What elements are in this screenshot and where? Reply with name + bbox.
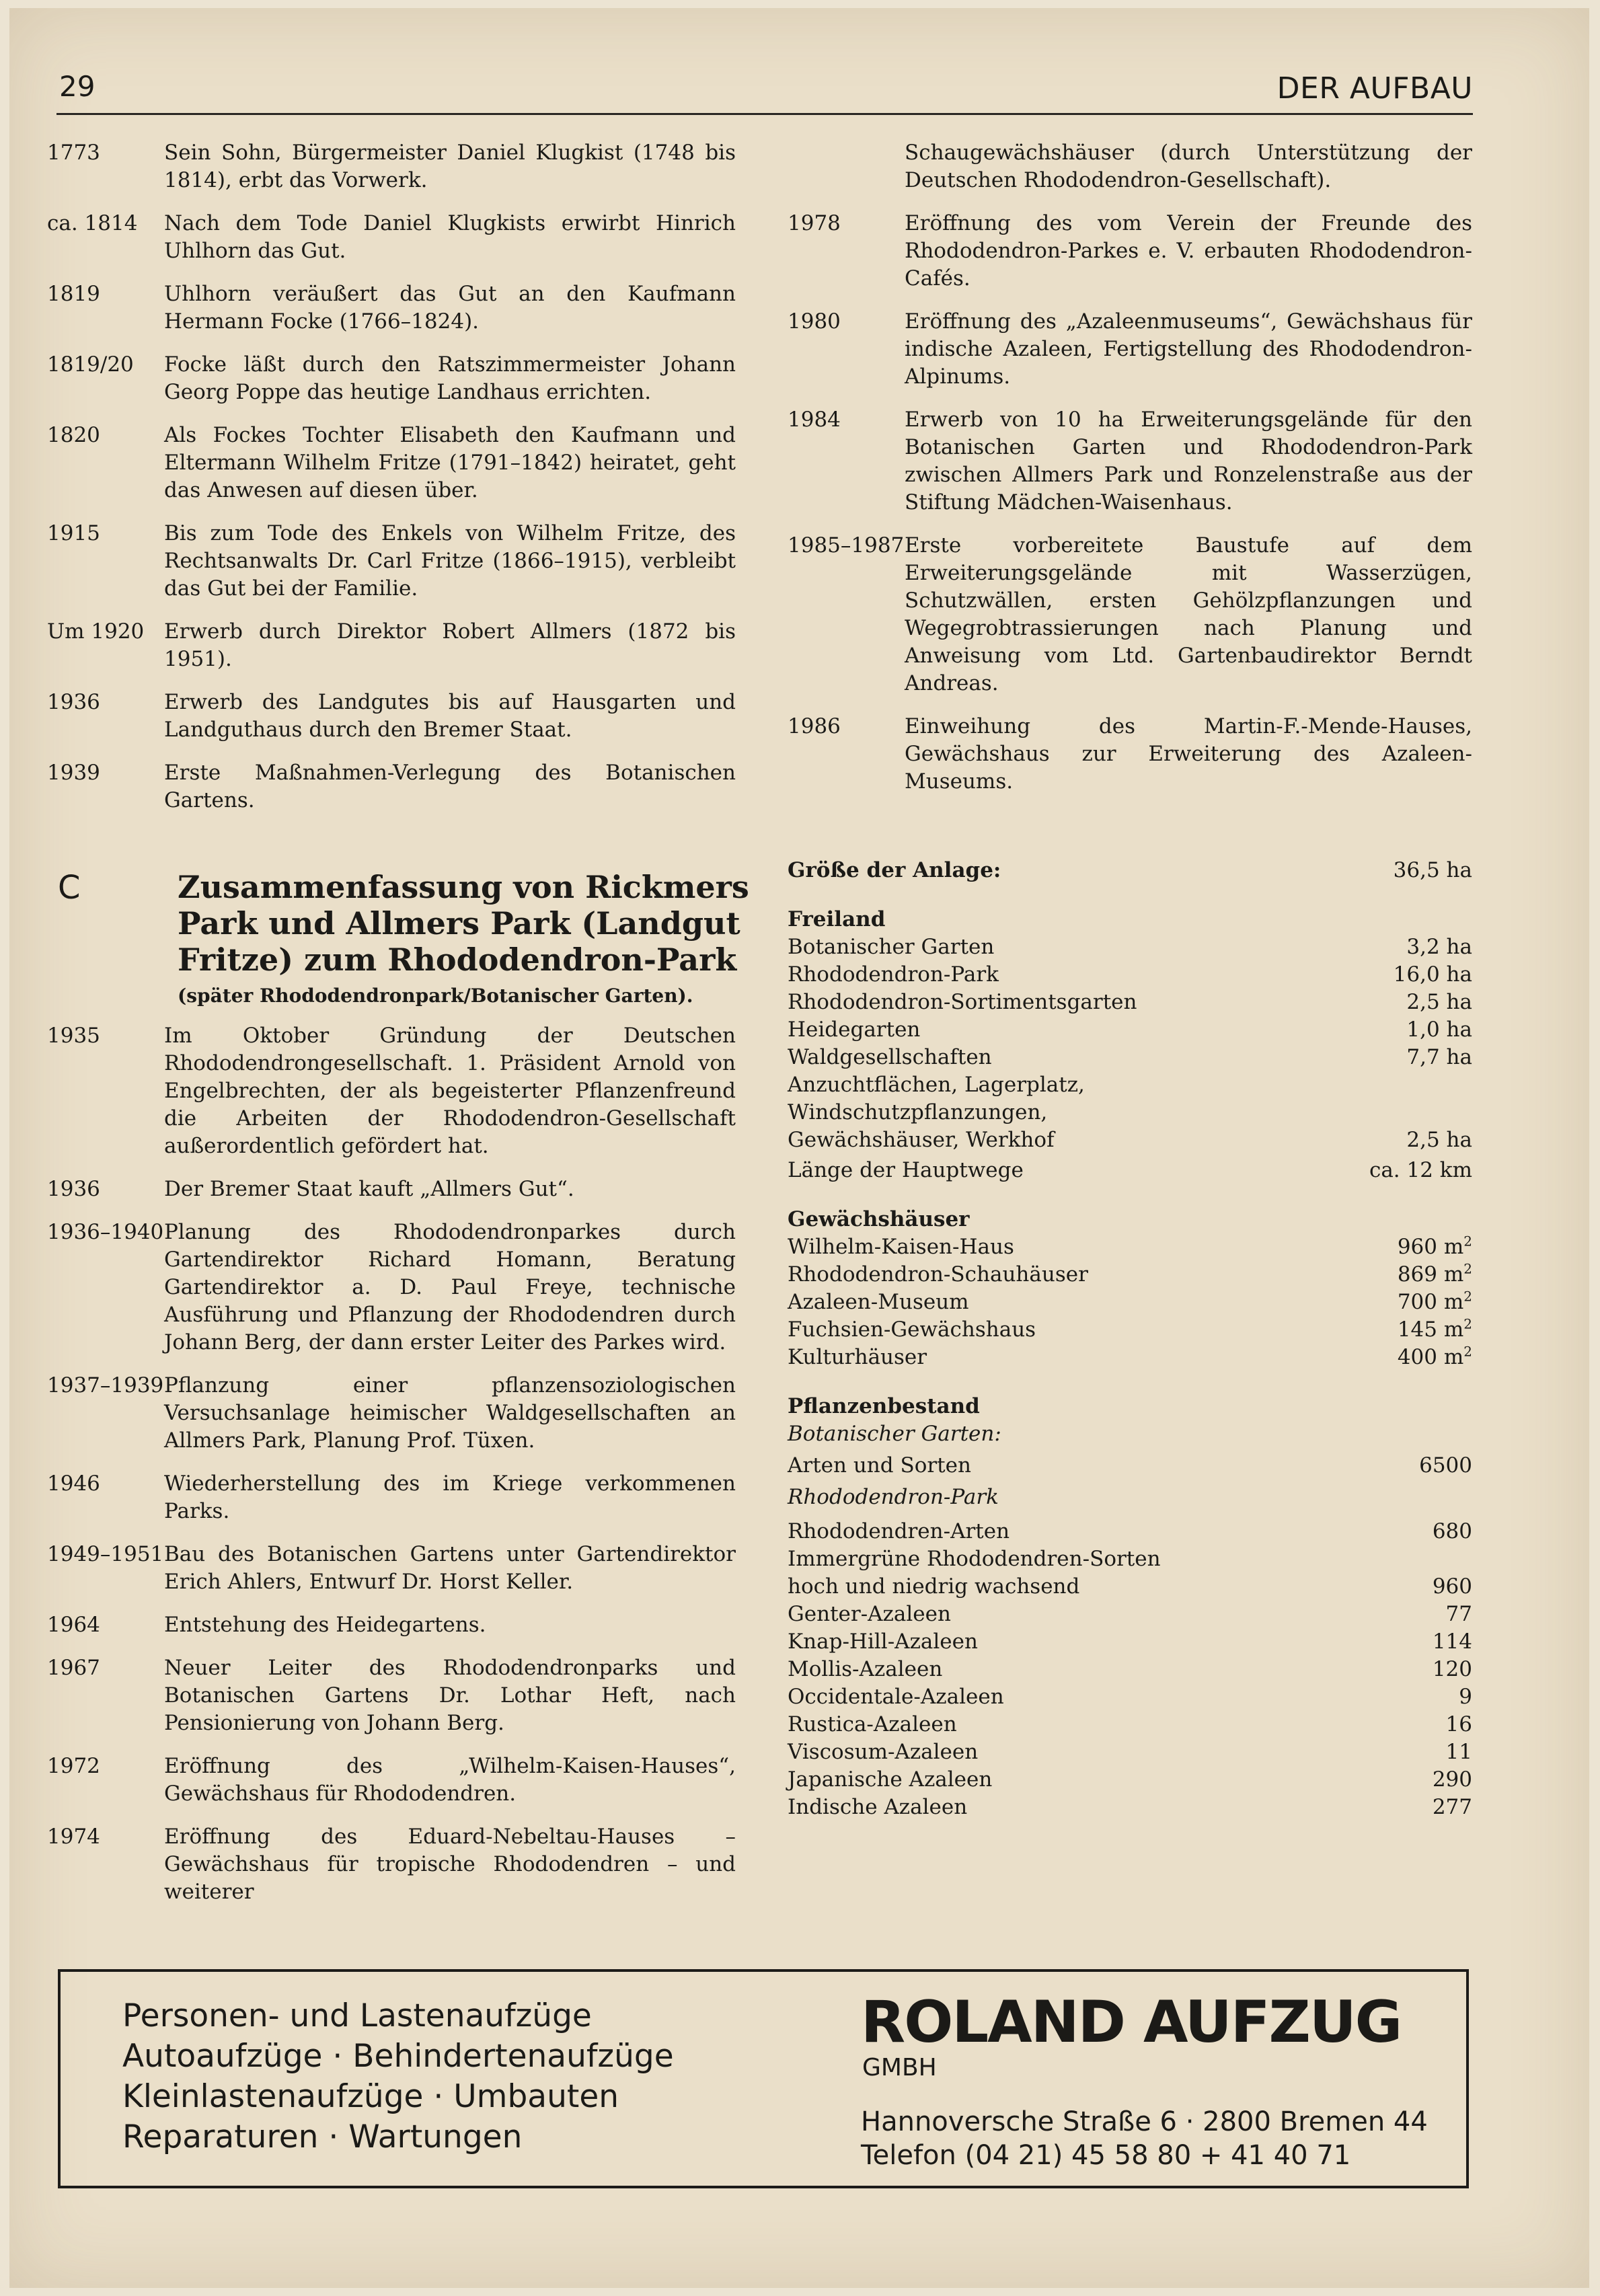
timeline-entry [47, 520, 736, 603]
stat-row: Indische Azaleen 277 [788, 1795, 1472, 1819]
timeline-entry [47, 1176, 736, 1203]
entry-year: 1773 [47, 141, 100, 165]
entry-text: Erwerb durch Direktor Robert Allmers (1872 bis 1951). [164, 619, 736, 671]
entry-year: 1819/20 [47, 352, 134, 377]
page-number: 29 [59, 70, 96, 103]
timeline-entry [47, 618, 736, 673]
entry-text: Eröffnung des Eduard-Nebeltau-Hauses – Gewächshaus für tropische Rhododendren – und weiterer [164, 1825, 736, 1904]
stat-row: Genter-Azaleen 77 [788, 1602, 1472, 1626]
timeline-entry [47, 1753, 736, 1808]
section-title: Zusammenfassung von Rickmers Park und Allmers Park (Landgut Fritze) zum Rhododendron-Park [178, 869, 749, 978]
entry-year: 1978 [788, 211, 841, 235]
timeline-entry [47, 422, 736, 504]
entry-year: 1935 [47, 1024, 100, 1048]
ad-services: Personen- und Lastenaufzüge Autoaufzüge · Behindertenaufzüge Kleinlastenaufzüge · Umbauten Reparaturen · Wartungen [122, 1997, 674, 2155]
timeline-entry [788, 308, 1472, 391]
stat-row: hoch und niedrig wachsend 960 [788, 1574, 1472, 1599]
entry-text: Eröffnung des vom Verein der Freunde des Rhododendron-Parkes e. V. erbauten Rhododendron-Cafés. [905, 211, 1472, 291]
entry-text: Eröffnung des „Wilhelm-Kaisen-Hauses“, Gewächshaus für Rhododendren. [164, 1754, 736, 1806]
rhododendron-park-heading: Rhododendron-Park [788, 1485, 999, 1509]
timeline-entry [47, 1372, 736, 1455]
page-header [56, 67, 1473, 115]
entry-year: 1985–1987 [788, 533, 905, 558]
entry-text: Als Fockes Tochter Elisabeth den Kaufmann und Eltermann Wilhelm Fritze (1791–1842) heiratet, geht das Anwesen auf diesen über. [164, 423, 736, 502]
section-letter: C [58, 869, 81, 907]
page [9, 8, 1589, 2288]
entry-year: 1967 [47, 1656, 100, 1680]
stat-row: Waldgesellschaften 7,7 ha [788, 1045, 1472, 1069]
entry-text: Der Bremer Staat kauft „Allmers Gut“. [164, 1177, 574, 1201]
timeline-entry [47, 1823, 736, 1906]
timeline-entry [47, 139, 736, 194]
ad-address: Hannoversche Straße 6 · 2800 Bremen 44 [861, 2106, 1428, 2137]
entry-text: Uhlhorn veräußert das Gut an den Kaufmann Hermann Focke (1766–1824). [164, 282, 736, 334]
ad-contact [861, 2105, 1428, 2172]
entry-text: Erwerb von 10 ha Erweiterungsgelände für den Botanischen Garten und Rhododendron-Park zwischen Allmers Park und Ronzelenstraße aus der Stiftung Mädchen-Waisenhaus. [905, 408, 1472, 514]
timeline-entry [47, 1654, 736, 1737]
running-title: DER AUFBAU [1277, 71, 1473, 106]
timeline-entry [788, 210, 1472, 293]
entry-text: Planung des Rhododendronparkes durch Gartendirektor Richard Homann, Beratung Gartendirektor a. D. Paul Freye, technische Ausführung und Pflanzung der Rhododendren durch Johann Berg, der dann erster Leiter des Parkes wird. [164, 1220, 736, 1354]
entry-text: Wiederherstellung des im Kriege verkommenen Parks. [164, 1471, 736, 1523]
timeline-entry [47, 1541, 736, 1596]
stat-row: Größe der Anlage: 36,5 ha [788, 858, 1472, 882]
timeline-entry [47, 210, 736, 265]
timeline-top-right [788, 139, 1472, 811]
entry-year: 1936 [47, 1177, 100, 1201]
entry-year: 1939 [47, 761, 100, 785]
pflanzenbestand-heading: Pflanzenbestand [788, 1394, 980, 1418]
timeline-entry [47, 689, 736, 744]
stat-row: Heidegarten 1,0 ha [788, 1018, 1472, 1042]
timeline-entry [788, 532, 1472, 697]
timeline-entry [788, 406, 1472, 516]
ad-company-name: ROLAND AUFZUG [861, 1989, 1402, 2056]
entry-year: 1946 [47, 1471, 100, 1496]
stat-row: Länge der Hauptwege ca. 12 km [788, 1158, 1472, 1182]
stat-row: Occidentale-Azaleen 9 [788, 1685, 1472, 1709]
entry-text: Einweihung des Martin-F.-Mende-Hauses, Gewächshaus zur Erweiterung des Azaleen-Museums. [905, 714, 1472, 794]
stat-row: Azaleen-Museum 700 $m^2$ [788, 1288, 1472, 1314]
stat-row: Kulturhäuser 400 $m^2$ [788, 1343, 1472, 1369]
entry-year: 1974 [47, 1825, 100, 1849]
timeline-entry [788, 139, 1472, 194]
entry-text: Eröffnung des „Azaleenmuseums“, Gewächshaus für indische Azaleen, Fertigstellung des Rhododendron-Alpinums. [905, 309, 1472, 389]
entry-year: 1972 [47, 1754, 100, 1778]
entry-year: ca. 1814 [47, 211, 138, 235]
stat-row: Botanischer Garten 3,2 ha [788, 935, 1472, 959]
entry-year: 1984 [788, 408, 841, 432]
timeline-entry [47, 759, 736, 814]
stat-row: Viscosum-Azaleen 11 [788, 1740, 1472, 1764]
entry-text: Entstehung des Heidegartens. [164, 1613, 486, 1637]
entry-year: 1936–1940 [47, 1220, 164, 1244]
entry-year: 1819 [47, 282, 100, 306]
botanischer-garten-heading: Botanischer Garten: [788, 1422, 1001, 1446]
entry-text: Neuer Leiter des Rhododendronparks und Botanischen Gartens Dr. Lothar Heft, nach Pensionierung von Johann Berg. [164, 1656, 736, 1735]
timeline-entry [788, 713, 1472, 796]
entry-year: 1936 [47, 690, 100, 714]
stat-row: Rhododendron-Sortimentsgarten 2,5 ha [788, 990, 1472, 1014]
stat-row: Rhododendren-Arten 680 [788, 1519, 1472, 1543]
stat-row: Wilhelm-Kaisen-Haus 960 $m^2$ [788, 1233, 1472, 1259]
stat-row: Japanische Azaleen 290 [788, 1767, 1472, 1792]
entry-text: Bis zum Tode des Enkels von Wilhelm Fritze, des Rechtsanwalts Dr. Carl Fritze (1866–1915), verbleibt das Gut bei der Familie. [164, 521, 736, 601]
timeline-entry [47, 280, 736, 336]
ad-legal-form: GMBH [862, 2054, 937, 2081]
entry-text: Im Oktober Gründung der Deutschen Rhododendrongesellschaft. 1. Präsident Arnold von Engelbrechten, der als begeisterter Pflanzenfreund die Arbeiten der Rhododendron-Gesellschaft außerordentlich gefördert hat. [164, 1024, 736, 1158]
stat-row: Rhododendron-Schauhäuser 869 $m^2$ [788, 1260, 1472, 1287]
timeline-bottom [47, 1022, 736, 1921]
advertisement-box [58, 1969, 1469, 2188]
timeline-entry [47, 1219, 736, 1356]
entry-text: Nach dem Tode Daniel Klugkists erwirbt Hinrich Uhlhorn das Gut. [164, 211, 736, 263]
entry-text: Pflanzung einer pflanzensoziologischen Versuchsanlage heimischer Waldgesellschaften an Allmers Park, Planung Prof. Tüxen. [164, 1373, 736, 1453]
timeline-top-left [47, 139, 736, 830]
section-subtitle: (später Rhododendronpark/Botanischer Garten). [178, 985, 693, 1007]
freiland-heading: Freiland [788, 907, 886, 931]
stat-row: Arten und Sorten 6500 [788, 1453, 1472, 1478]
stat-row: Fuchsien-Gewächshaus 145 $m^2$ [788, 1315, 1472, 1342]
entry-text: Sein Sohn, Bürgermeister Daniel Klugkist (1748 bis 1814), erbt das Vorwerk. [164, 141, 736, 192]
entry-year: 1980 [788, 309, 841, 334]
gewaechshaeuser-heading: Gewächshäuser [788, 1207, 970, 1231]
entry-year: 1986 [788, 714, 841, 738]
ad-phone: Telefon (04 21) 45 58 80 + 41 40 71 [861, 2140, 1351, 2171]
entry-year: Um 1920 [47, 619, 145, 644]
entry-text: Focke läßt durch den Ratszimmermeister Johann Georg Poppe das heutige Landhaus errichten. [164, 352, 736, 404]
entry-text: Bau des Botanischen Gartens unter Gartendirektor Erich Ahlers, Entwurf Dr. Horst Keller. [164, 1542, 736, 1594]
entry-year: 1820 [47, 423, 100, 447]
entry-text: Erwerb des Landgutes bis auf Hausgarten und Landguthaus durch den Bremer Staat. [164, 690, 736, 742]
continuation-text: Schaugewächshäuser (durch Unterstützung der Deutschen Rhododendron-Gesellschaft). [905, 141, 1472, 192]
facility-statistics: Größe der Anlage: 36,5 ha Freiland Botanischer Garten 3,2 ha Rhododendron-Park 16,0 ha Rhododendron-Sortimentsgarten 2,5 ha Heidegarten 1,0 ha Waldgesellschaften 7,7 ha Anzuchtflächen, Lagerplatz, Windschutzpflanzungen, Gewächshäuser, Werkhof 2,5 ha Länge der Hauptwege ca. 12 km Gewächshäuser Wilhelm-Kaisen-Haus 960 $m^2$ Rhododendron-Schauhäuser 869 $m^2$ Azaleen-Museum 700 $m^2$ Fuchsien-Gewächshaus 145 $m^2$ Kulturhäuser 400 $m^2$ Pflanzenbestand Botanischer Garten: Arten und Sorten 6500 Rhododendron-Park Rhododendren-Arten 680 Immergrüne Rhododendren-Sorten hoch und niedrig wachsend 960 Genter-Azaleen 77 Knap-Hill-Azaleen 114 Mollis-Azaleen 120 Occidentale-Azaleen 9 Rustica-Azaleen 16 Viscosum-Azaleen 11 Japanische Azaleen 290 Indische Azaleen 277 [788, 857, 1472, 1821]
timeline-entry [47, 1022, 736, 1160]
stat-row: Rhododendron-Park 16,0 ha [788, 962, 1472, 987]
timeline-entry [47, 1611, 736, 1639]
timeline-entry [47, 351, 736, 406]
entry-year: 1964 [47, 1613, 100, 1637]
entry-year: 1915 [47, 521, 100, 545]
stat-row: Knap-Hill-Azaleen 114 [788, 1630, 1472, 1654]
entry-year: 1949–1951 [47, 1542, 164, 1566]
stat-row: Mollis-Azaleen 120 [788, 1657, 1472, 1681]
timeline-entry [47, 1470, 736, 1525]
entry-text: Erste vorbereitete Baustufe auf dem Erweiterungsgelände mit Wasserzügen, Schutzwällen, ersten Gehölzpflanzungen und Wegegrobtrassierungen nach Planung und Anweisung vom Ltd. Gartenbaudirektor Berndt Andreas. [905, 533, 1472, 695]
entry-year: 1937–1939 [47, 1373, 164, 1398]
stat-row: Gewächshäuser, Werkhof 2,5 ha [788, 1128, 1472, 1152]
stat-row: Rustica-Azaleen 16 [788, 1712, 1472, 1736]
entry-text: Erste Maßnahmen-Verlegung des Botanischen Gartens. [164, 761, 736, 812]
